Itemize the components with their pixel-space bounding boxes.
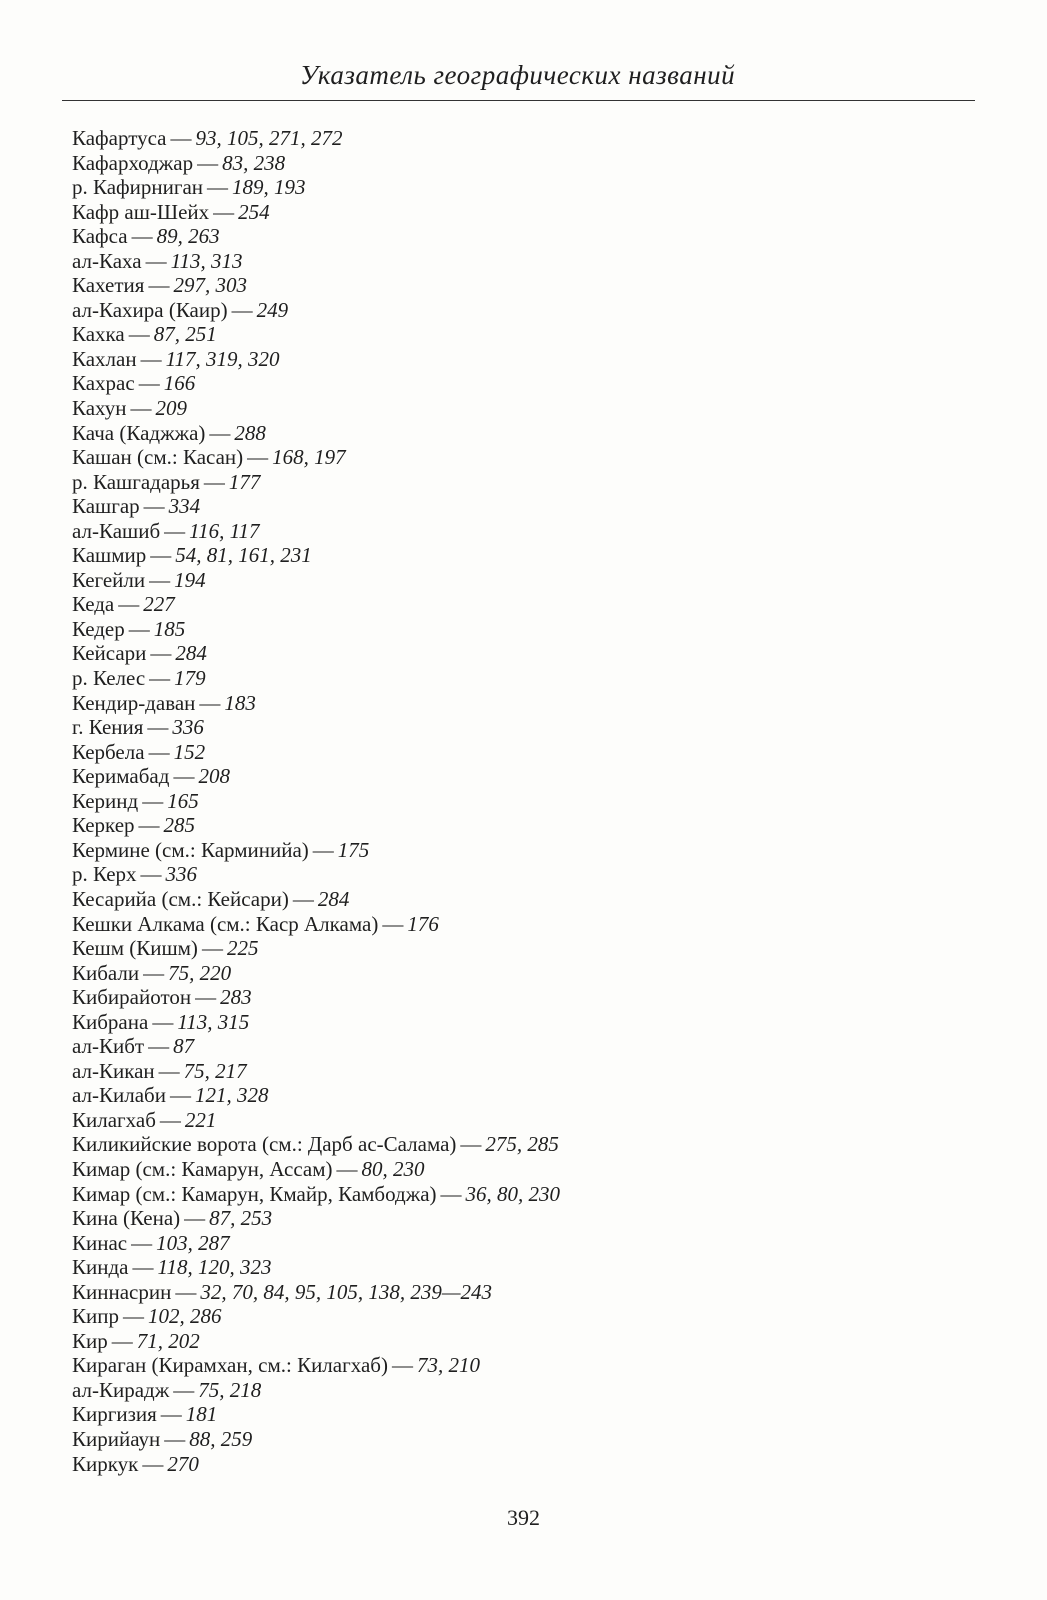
entry-page-refs: 336 bbox=[172, 715, 204, 740]
entry-dash: — bbox=[460, 1132, 482, 1157]
entry-dash: — bbox=[197, 150, 219, 175]
entry-place-name: ал-Кирадж bbox=[72, 1377, 170, 1402]
entry-page-refs: 75, 220 bbox=[168, 960, 232, 985]
entry-page-refs: 87 bbox=[173, 1034, 195, 1059]
entry-page-refs: 75, 218 bbox=[198, 1377, 262, 1402]
entry-dash: — bbox=[292, 886, 314, 911]
entry-place-name: Кафартуса bbox=[72, 126, 167, 150]
entry-dash: — bbox=[199, 690, 221, 715]
entry-dash: — bbox=[170, 126, 192, 150]
entry-dash: — bbox=[130, 396, 152, 421]
entry-place-name: Кесарийа (см.: Кейсари) bbox=[72, 886, 289, 911]
entry-dash: — bbox=[147, 715, 169, 740]
entry-dash: — bbox=[131, 224, 153, 249]
index-entry bbox=[72, 691, 972, 716]
entry-page-refs: 113, 315 bbox=[177, 1009, 250, 1034]
entry-dash: — bbox=[184, 1206, 206, 1231]
entry-place-name: Кир bbox=[72, 1328, 108, 1353]
index-entry bbox=[72, 1206, 972, 1231]
index-entry bbox=[72, 1059, 972, 1084]
index-entry bbox=[72, 421, 972, 446]
entry-dash: — bbox=[164, 518, 186, 543]
entry-place-name: ал-Кахира (Каир) bbox=[72, 297, 228, 322]
entry-place-name: Киркук bbox=[72, 1451, 139, 1476]
entry-place-name: Кибрана bbox=[72, 1009, 149, 1034]
entry-dash: — bbox=[209, 420, 231, 445]
entry-page-refs: 75, 217 bbox=[183, 1058, 247, 1083]
entry-place-name: Керимабад bbox=[72, 764, 170, 789]
entry-page-refs: 175 bbox=[337, 837, 370, 862]
index-entry bbox=[72, 961, 972, 986]
entry-place-name: Кафарходжар bbox=[72, 150, 194, 175]
index-entry bbox=[72, 1034, 972, 1059]
entry-page-refs: 93, 105, 271, 272 bbox=[195, 126, 343, 150]
entry-dash: — bbox=[132, 1255, 154, 1280]
entry-page-refs: 183 bbox=[224, 690, 256, 715]
index-entry bbox=[72, 862, 972, 887]
index-entry bbox=[72, 322, 972, 347]
entry-dash: — bbox=[201, 936, 223, 961]
entry-page-refs: 87, 253 bbox=[209, 1206, 273, 1231]
index-entry bbox=[72, 1452, 972, 1477]
entry-place-name: Кафр аш-Шейх bbox=[72, 199, 210, 224]
entry-place-name: Кеда bbox=[72, 592, 115, 617]
entry-dash: — bbox=[440, 1181, 462, 1206]
entry-page-refs: 221 bbox=[184, 1107, 217, 1132]
index-entry bbox=[72, 838, 972, 863]
entry-place-name: р. Келес bbox=[72, 666, 146, 691]
entry-page-refs: 80, 230 bbox=[361, 1156, 425, 1181]
index-entry bbox=[72, 273, 972, 298]
index-entry bbox=[72, 1255, 972, 1280]
entry-page-refs: 121, 328 bbox=[194, 1083, 269, 1108]
entry-page-refs: 185 bbox=[153, 616, 186, 641]
entry-place-name: Кибали bbox=[72, 960, 140, 985]
entry-dash: — bbox=[173, 764, 195, 789]
index-entry bbox=[72, 740, 972, 765]
index-entry bbox=[72, 813, 972, 838]
running-head: Указатель географических названий bbox=[299, 60, 736, 90]
entry-dash: — bbox=[128, 322, 150, 347]
entry-dash: — bbox=[150, 543, 172, 568]
entry-dash: — bbox=[159, 1107, 181, 1132]
index-entry bbox=[72, 1157, 972, 1182]
index-entry bbox=[72, 1083, 972, 1108]
entry-page-refs: 254 bbox=[238, 199, 270, 224]
entry-place-name: Кермине (см.: Карминийа) bbox=[72, 837, 309, 862]
entry-place-name: р. Кафирниган bbox=[72, 175, 204, 200]
entry-place-name: Керкер bbox=[72, 813, 135, 838]
index-entry bbox=[72, 347, 972, 372]
entry-page-refs: 118, 120, 323 bbox=[157, 1255, 272, 1280]
entry-place-name: Кахрас bbox=[72, 371, 135, 396]
index-entry-list bbox=[72, 126, 972, 1476]
entry-place-name: Киннасрин bbox=[72, 1279, 172, 1304]
entry-page-refs: 181 bbox=[185, 1402, 218, 1427]
index-entry bbox=[72, 1010, 972, 1035]
entry-dash: — bbox=[143, 494, 165, 519]
index-entry bbox=[72, 249, 972, 274]
entry-place-name: Кашгар bbox=[72, 494, 140, 519]
entry-page-refs: 165 bbox=[167, 788, 199, 813]
index-entry bbox=[72, 519, 972, 544]
entry-place-name: Кахун bbox=[72, 396, 127, 421]
index-entry bbox=[72, 445, 972, 470]
entry-place-name: Киликийские ворота (см.: Дарб ас-Салама) bbox=[72, 1132, 457, 1157]
entry-place-name: Кинда bbox=[72, 1255, 129, 1280]
index-entry bbox=[72, 985, 972, 1010]
entry-page-refs: 32, 70, 84, 95, 105, 138, 239—243 bbox=[200, 1279, 493, 1304]
entry-place-name: ал-Каха bbox=[72, 248, 142, 273]
index-entry bbox=[72, 568, 972, 593]
entry-page-refs: 336 bbox=[165, 862, 198, 887]
entry-page-refs: 288 bbox=[234, 420, 266, 445]
entry-place-name: Кахлан bbox=[72, 346, 137, 371]
index-entry bbox=[72, 1231, 972, 1256]
entry-page-refs: 168, 197 bbox=[272, 445, 346, 470]
entry-page-refs: 88, 259 bbox=[189, 1426, 253, 1451]
entry-place-name: р. Кашгадарья bbox=[72, 469, 200, 494]
index-entry bbox=[72, 494, 972, 519]
header-rule bbox=[62, 100, 975, 101]
entry-dash: — bbox=[122, 1304, 144, 1329]
entry-place-name: ал-Кибт bbox=[72, 1034, 145, 1059]
index-entry bbox=[72, 715, 972, 740]
entry-dash: — bbox=[391, 1353, 413, 1378]
entry-dash: — bbox=[158, 1058, 180, 1083]
entry-place-name: Кираган (Кирамхан, см.: Килагхаб) bbox=[72, 1353, 388, 1378]
entry-page-refs: 285 bbox=[163, 813, 196, 838]
entry-place-name: ал-Кашиб bbox=[72, 518, 161, 543]
entry-place-name: Кешм (Кишм) bbox=[72, 936, 198, 961]
entry-page-refs: 54, 81, 161, 231 bbox=[175, 543, 312, 568]
entry-page-refs: 225 bbox=[226, 936, 259, 961]
entry-dash: — bbox=[148, 739, 170, 764]
entry-place-name: Кирийаун bbox=[72, 1426, 161, 1451]
entry-page-refs: 334 bbox=[168, 494, 201, 519]
entry-dash: — bbox=[164, 1426, 186, 1451]
index-entry bbox=[72, 543, 972, 568]
entry-dash: — bbox=[128, 616, 150, 641]
entry-place-name: Кегейли bbox=[72, 567, 146, 592]
entry-dash: — bbox=[148, 1034, 170, 1059]
index-entry bbox=[72, 1182, 972, 1207]
entry-dash: — bbox=[173, 1377, 195, 1402]
index-entry bbox=[72, 371, 972, 396]
entry-page-refs: 176 bbox=[407, 911, 439, 936]
entry-place-name: Кимар (см.: Камарун, Ассам) bbox=[72, 1156, 333, 1181]
entry-place-name: Кача (Каджжа) bbox=[72, 420, 206, 445]
entry-page-refs: 297, 303 bbox=[173, 273, 247, 298]
entry-page-refs: 179 bbox=[174, 666, 206, 691]
index-entry bbox=[72, 1108, 972, 1133]
entry-page-refs: 89, 263 bbox=[156, 224, 220, 249]
entry-page-refs: 103, 287 bbox=[156, 1230, 230, 1255]
index-entry bbox=[72, 666, 972, 691]
index-entry bbox=[72, 224, 972, 249]
entry-page-refs: 83, 238 bbox=[222, 150, 286, 175]
entry-page-refs: 227 bbox=[143, 592, 175, 617]
entry-place-name: Киргизия bbox=[72, 1402, 157, 1427]
entry-page-refs: 71, 202 bbox=[136, 1328, 200, 1353]
entry-place-name: р. Керх bbox=[72, 862, 137, 887]
entry-dash: — bbox=[175, 1279, 197, 1304]
entry-dash: — bbox=[142, 1451, 164, 1476]
entry-place-name: Кендир-даван bbox=[72, 690, 196, 715]
entry-place-name: г. Кения bbox=[72, 715, 144, 740]
entry-dash: — bbox=[336, 1156, 358, 1181]
index-entry bbox=[72, 1132, 972, 1157]
entry-place-name: Кашмир bbox=[72, 543, 147, 568]
entry-dash: — bbox=[150, 641, 172, 666]
entry-place-name: Керинд bbox=[72, 788, 139, 813]
entry-page-refs: 249 bbox=[256, 297, 289, 322]
entry-page-refs: 283 bbox=[220, 985, 252, 1010]
index-entry bbox=[72, 789, 972, 814]
entry-place-name: Кинас bbox=[72, 1230, 128, 1255]
index-entry bbox=[72, 912, 972, 937]
entry-page-refs: 102, 286 bbox=[147, 1304, 222, 1329]
entry-place-name: Кибирайотон bbox=[72, 985, 192, 1010]
entry-place-name: Кешки Алкама (см.: Каср Алкама) bbox=[72, 911, 379, 936]
entry-dash: — bbox=[382, 911, 404, 936]
entry-page-refs: 177 bbox=[228, 469, 261, 494]
entry-dash: — bbox=[142, 788, 164, 813]
entry-dash: — bbox=[149, 567, 171, 592]
entry-page-refs: 152 bbox=[173, 739, 206, 764]
entry-dash: — bbox=[145, 248, 167, 273]
entry-place-name: Килагхаб bbox=[72, 1107, 156, 1132]
entry-page-refs: 113, 313 bbox=[170, 248, 243, 273]
index-entry bbox=[72, 1353, 972, 1378]
entry-page-refs: 284 bbox=[175, 641, 207, 666]
entry-page-refs: 73, 210 bbox=[416, 1353, 480, 1378]
entry-dash: — bbox=[207, 175, 229, 200]
index-entry bbox=[72, 1280, 972, 1305]
page-number: 392 bbox=[507, 1505, 540, 1530]
index-entry bbox=[72, 151, 972, 176]
entry-dash: — bbox=[148, 273, 170, 298]
entry-page-refs: 166 bbox=[163, 371, 196, 396]
index-entry bbox=[72, 887, 972, 912]
entry-dash: — bbox=[195, 985, 217, 1010]
entry-place-name: Кахетия bbox=[72, 273, 145, 298]
entry-place-name: Кедер bbox=[72, 616, 125, 641]
entry-dash: — bbox=[213, 199, 235, 224]
entry-page-refs: 116, 117 bbox=[189, 518, 260, 543]
entry-dash: — bbox=[149, 666, 171, 691]
entry-place-name: ал-Кикан bbox=[72, 1058, 155, 1083]
entry-page-refs: 208 bbox=[198, 764, 230, 789]
entry-dash: — bbox=[231, 297, 253, 322]
entry-dash: — bbox=[138, 371, 160, 396]
index-entry bbox=[72, 617, 972, 642]
entry-dash: — bbox=[140, 862, 162, 887]
entry-dash: — bbox=[203, 469, 225, 494]
entry-dash: — bbox=[152, 1009, 174, 1034]
entry-place-name: Кимар (см.: Камарун, Кмайр, Камбоджа) bbox=[72, 1181, 437, 1206]
index-entry bbox=[72, 1329, 972, 1354]
entry-place-name: Кербела bbox=[72, 739, 145, 764]
index-entry bbox=[72, 200, 972, 225]
entry-dash: — bbox=[312, 837, 334, 862]
index-entry bbox=[72, 764, 972, 789]
index-entry bbox=[72, 1378, 972, 1403]
index-entry bbox=[72, 1304, 972, 1329]
entry-dash: — bbox=[143, 960, 165, 985]
entry-page-refs: 189, 193 bbox=[232, 175, 306, 200]
entry-page-refs: 36, 80, 230 bbox=[465, 1181, 561, 1206]
entry-page-refs: 194 bbox=[174, 567, 206, 592]
index-entry bbox=[72, 396, 972, 421]
entry-page-refs: 270 bbox=[167, 1451, 199, 1476]
entry-dash: — bbox=[131, 1230, 153, 1255]
index-entry bbox=[72, 126, 972, 151]
index-entry bbox=[72, 592, 972, 617]
entry-place-name: Кейсари bbox=[72, 641, 147, 666]
entry-page-refs: 275, 285 bbox=[485, 1132, 559, 1157]
entry-place-name: Кафса bbox=[72, 224, 128, 249]
entry-page-refs: 284 bbox=[317, 886, 350, 911]
entry-place-name: Кашан (см.: Касан) bbox=[72, 445, 244, 470]
entry-page-refs: 87, 251 bbox=[153, 322, 217, 347]
entry-dash: — bbox=[111, 1328, 133, 1353]
index-entry bbox=[72, 936, 972, 961]
entry-page-refs: 117, 319, 320 bbox=[165, 346, 280, 371]
entry-dash: — bbox=[140, 346, 162, 371]
entry-dash: — bbox=[160, 1402, 182, 1427]
index-entry bbox=[72, 298, 972, 323]
entry-dash: — bbox=[247, 445, 269, 470]
index-entry bbox=[72, 1427, 972, 1452]
index-entry bbox=[72, 1402, 972, 1427]
index-entry bbox=[72, 641, 972, 666]
entry-dash: — bbox=[118, 592, 140, 617]
entry-place-name: ал-Килаби bbox=[72, 1083, 166, 1108]
entry-dash: — bbox=[169, 1083, 191, 1108]
entry-place-name: Кипр bbox=[72, 1304, 119, 1329]
entry-place-name: Кахка bbox=[72, 322, 125, 347]
entry-place-name: Кина (Кена) bbox=[72, 1206, 181, 1231]
index-entry bbox=[72, 470, 972, 495]
entry-dash: — bbox=[138, 813, 160, 838]
entry-page-refs: 209 bbox=[155, 396, 187, 421]
index-entry bbox=[72, 175, 972, 200]
